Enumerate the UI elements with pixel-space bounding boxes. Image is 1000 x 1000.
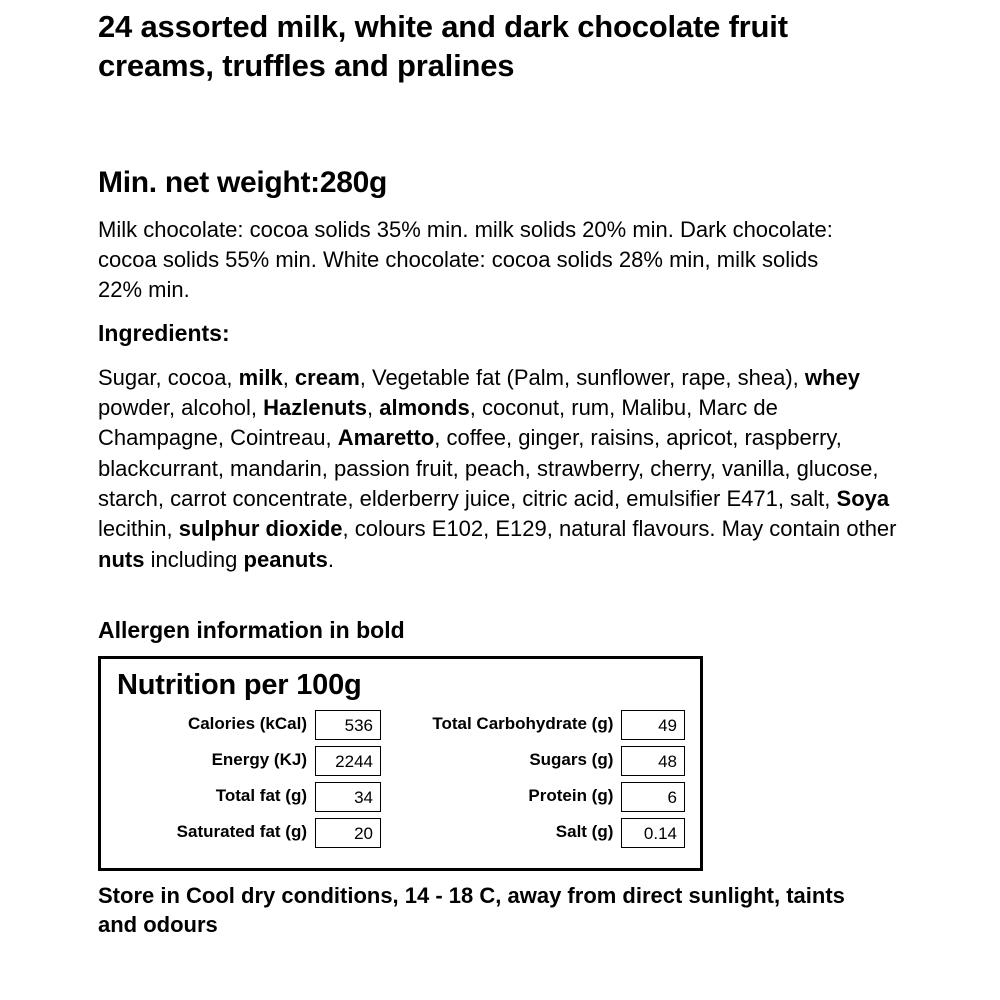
nutrition-label: Total Carbohydrate (g)	[432, 714, 614, 734]
ingredient-text: , Vegetable fat (Palm, sunflower, rape, shea),	[359, 364, 805, 390]
ingredient-text: , coffee, ginger, raisins, apricot, raspberry, blackcurrant, mandarin, passion fruit, peach, strawberry, cherry, vanilla, glucose, starch, carrot concentrate, elderberry juice, citric acid, emulsifier E471, salt,	[98, 425, 879, 512]
nutrition-row	[117, 746, 417, 782]
nutrition-column-left	[117, 710, 417, 854]
nutrition-value: 2244	[315, 746, 381, 776]
net-weight-value: 280g	[319, 165, 388, 199]
allergen-term: milk	[238, 364, 283, 390]
nutrition-row	[117, 710, 417, 746]
allergen-term: nuts	[98, 546, 145, 572]
nutrition-value: 0.14	[621, 818, 685, 848]
net-weight-label: Min. net weight:	[98, 165, 320, 199]
nutrition-value: 6	[621, 782, 685, 812]
nutrition-label: Energy (KJ)	[211, 750, 307, 770]
nutrition-value: 34	[315, 782, 381, 812]
nutrition-grid	[117, 710, 686, 854]
page-title: 24 assorted milk, white and dark chocolate fruit creams, truffles and pralines	[98, 9, 788, 83]
nutrition-label: Saturated fat (g)	[176, 822, 307, 842]
nutrition-column-right	[417, 710, 685, 854]
cocoa-solids-statement: Milk chocolate: cocoa solids 35% min. milk solids 20% min. Dark chocolate: cocoa solids 55% min. White chocolate: cocoa solids 28% min, milk solids 22% min.	[98, 216, 833, 303]
nutrition-row	[417, 818, 685, 854]
allergen-term: cream	[294, 364, 360, 390]
ingredients-list	[98, 347, 898, 576]
nutrition-row	[417, 710, 685, 746]
ingredient-text: , coconut, rum, Malibu, Marc de Champagne, Cointreau,	[98, 394, 778, 451]
ingredient-text: Sugar, cocoa,	[98, 364, 239, 390]
nutrition-value: 536	[315, 710, 381, 740]
allergen-term: Hazlenuts	[263, 394, 368, 420]
nutrition-value: 49	[621, 710, 685, 740]
ingredient-text: ,	[367, 394, 380, 420]
nutrition-value: 20	[315, 818, 381, 848]
nutrition-panel	[98, 656, 703, 871]
ingredient-text: .	[327, 546, 335, 572]
allergen-note: Allergen information in bold	[98, 617, 405, 644]
nutrition-label: Protein (g)	[528, 786, 614, 806]
nutrition-label: Calories (kCal)	[187, 714, 307, 734]
allergen-term: almonds	[379, 394, 470, 420]
net-weight-line	[98, 86, 905, 200]
nutrition-title: Nutrition per 100g	[117, 669, 362, 702]
storage-instructions: Store in Cool dry conditions, 14 - 18 C, away from direct sunlight, taints and odours	[98, 883, 845, 938]
ingredients-heading: Ingredients:	[98, 319, 230, 346]
nutrition-row	[417, 782, 685, 818]
allergen-term: Soya	[836, 486, 890, 512]
allergen-term: peanuts	[243, 546, 328, 572]
nutrition-label: Total fat (g)	[215, 786, 307, 806]
nutrition-row	[117, 818, 417, 854]
nutrition-row	[117, 782, 417, 818]
ingredient-text: powder, alcohol,	[98, 394, 264, 420]
allergen-term: sulphur dioxide	[178, 516, 343, 542]
nutrition-label: Salt (g)	[555, 822, 614, 842]
ingredient-text: lecithin,	[98, 516, 179, 542]
ingredient-text: ,	[282, 364, 295, 390]
ingredient-text: including	[144, 546, 244, 572]
nutrition-value: 48	[621, 746, 685, 776]
allergen-term: Amaretto	[337, 425, 435, 451]
ingredient-text: , colours E102, E129, natural flavours. May contain other	[342, 516, 897, 542]
nutrition-label: Sugars (g)	[529, 750, 614, 770]
nutrition-row	[417, 746, 685, 782]
allergen-term: whey	[804, 364, 860, 390]
